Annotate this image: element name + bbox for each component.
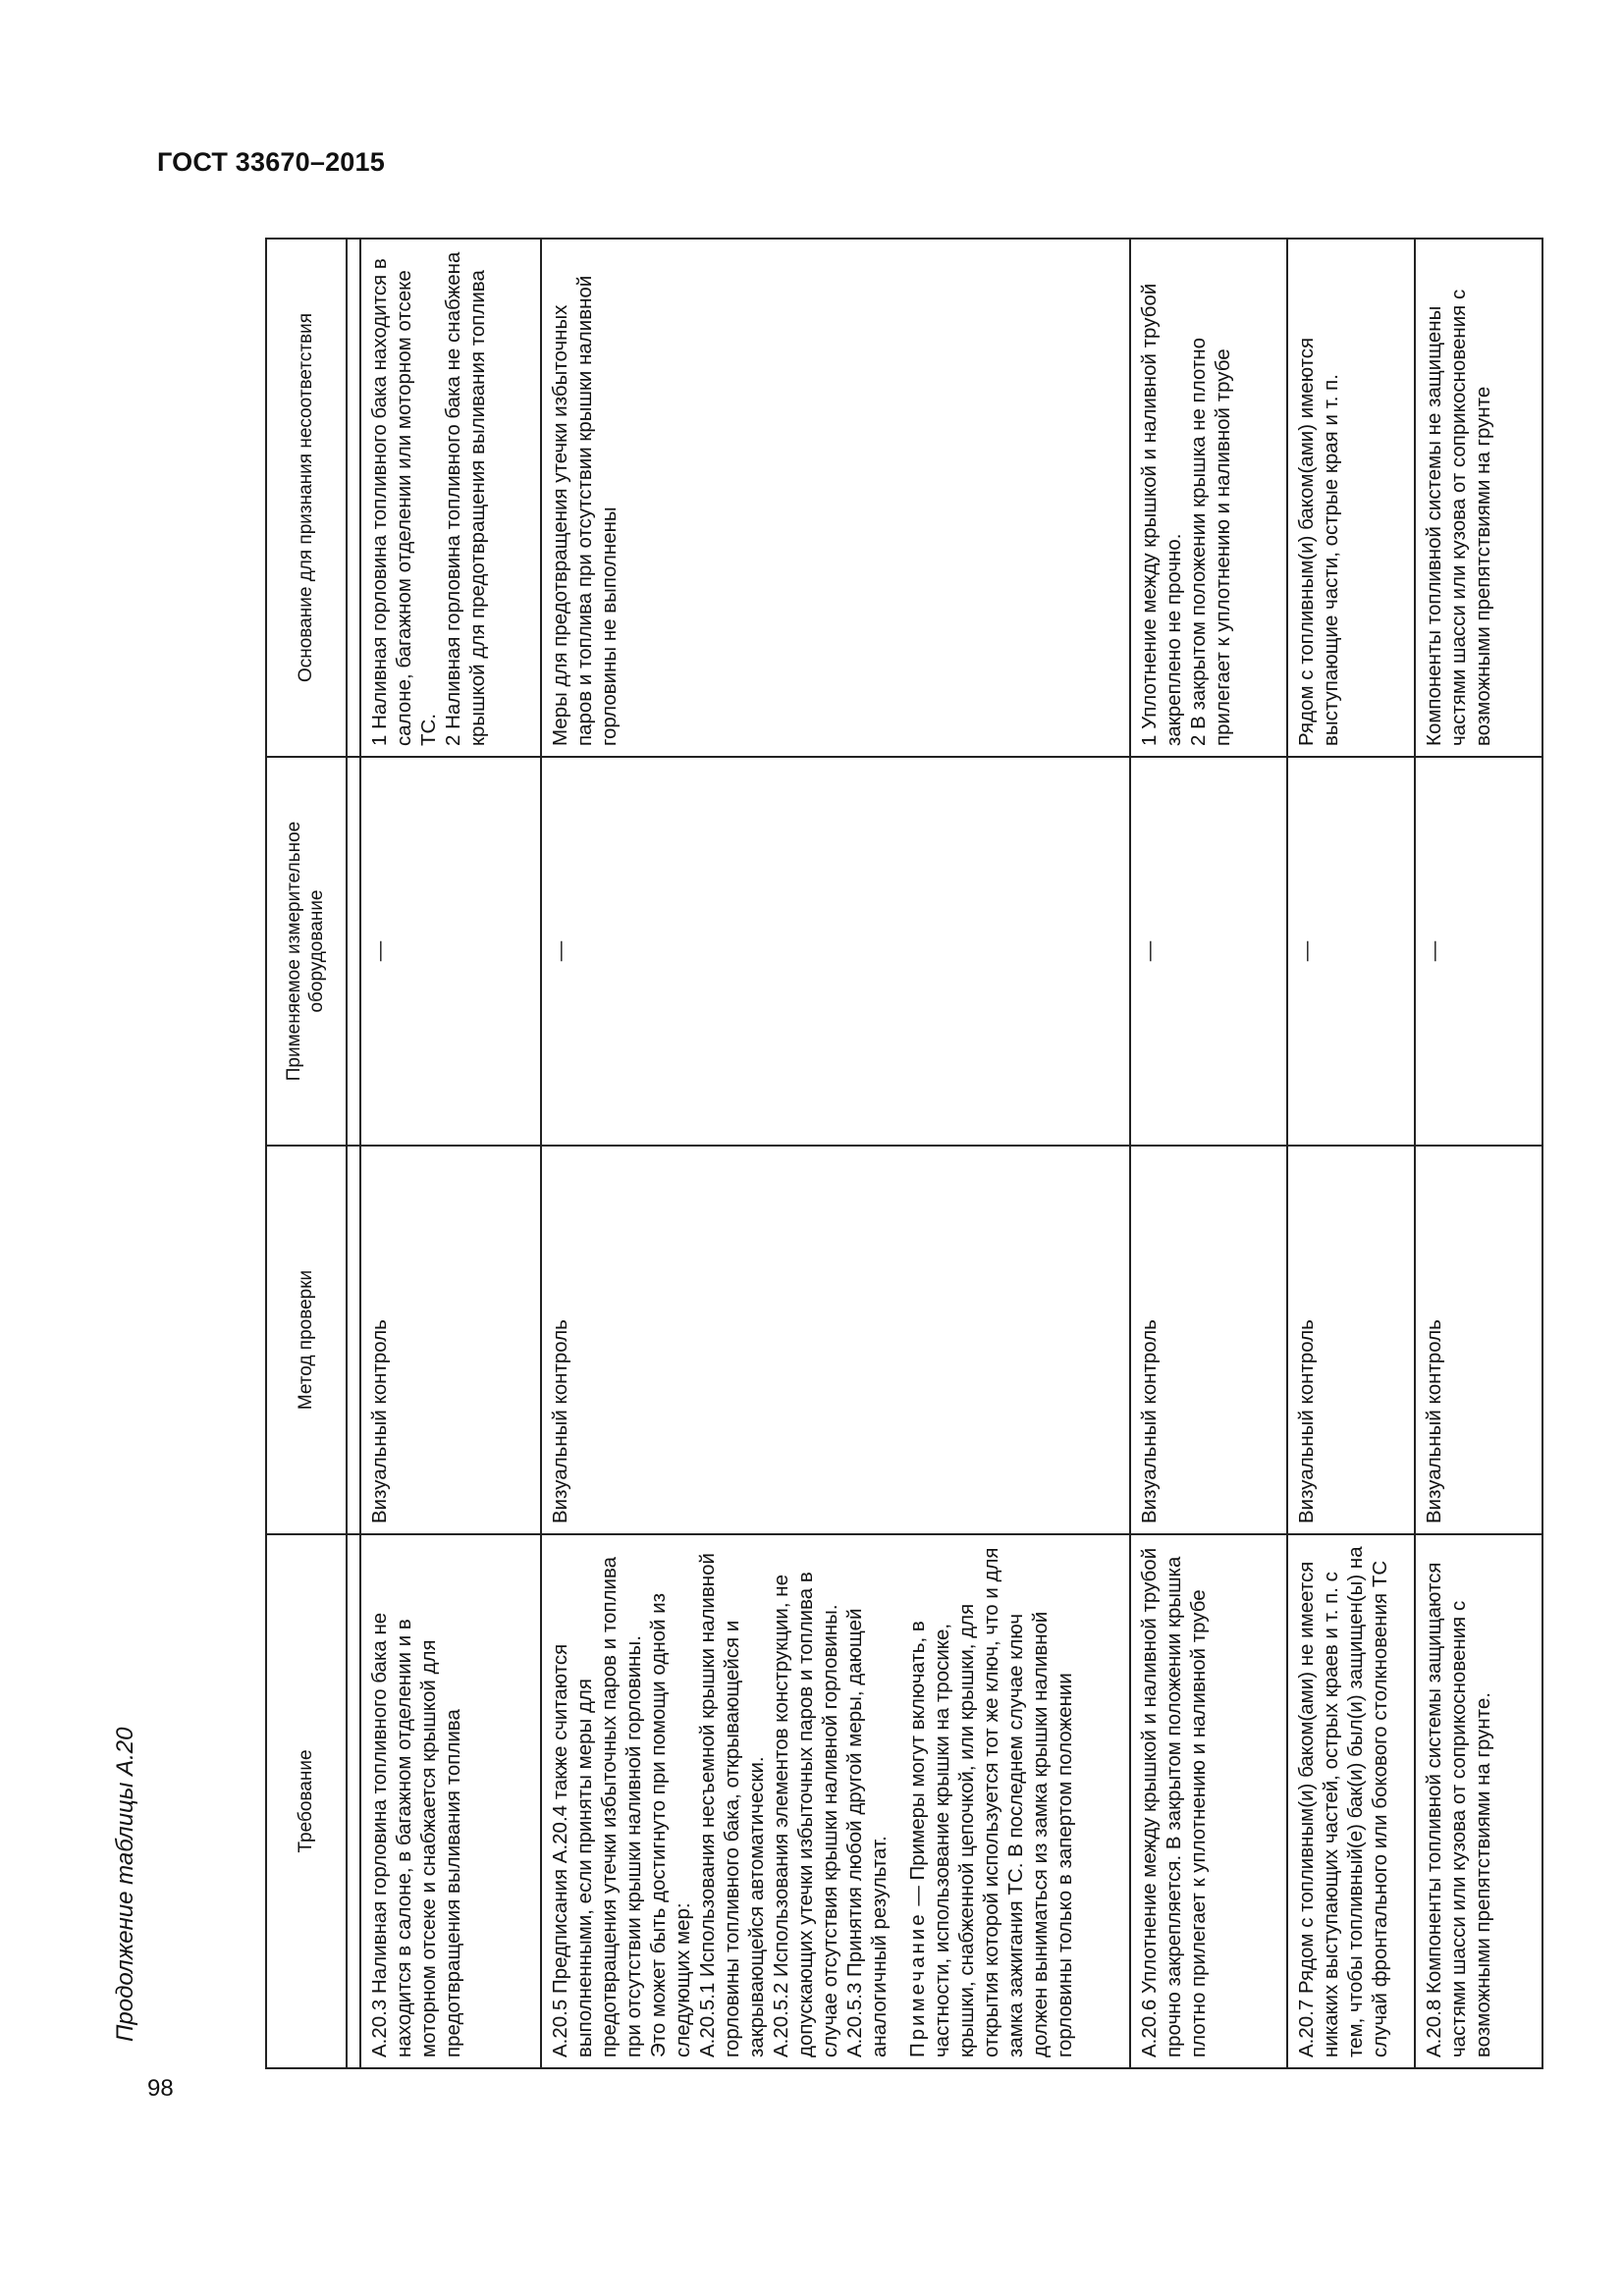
- equipment-cell: —: [1415, 757, 1542, 1146]
- requirement-cell: [1415, 1534, 1542, 2068]
- rotated-table-container: [265, 240, 1494, 2069]
- requirement-cell: [360, 1534, 541, 2068]
- basis-text: Компоненты топливной системы не защищены частями шасси или кузова от соприкосновения с возможными препятствиями на грунте: [1423, 289, 1494, 746]
- method-cell: Визуальный контроль: [1287, 1146, 1415, 1534]
- requirement-text: А.20.5.3 Принятия любой другой меры, дающей аналогичный результат.: [843, 1608, 891, 2057]
- basis-cell: [1130, 239, 1287, 757]
- requirement-text: А.20.3 Наливная горловина топливного бака не находится в салоне, в багажном отделении и в моторном отсеке и снабжается крышкой для предотвращения выливания топлива: [368, 1612, 464, 2057]
- equipment-cell: —: [1287, 757, 1415, 1146]
- note-text: — Примеры могут включать, в частности, использование крышки на тросике, крышки, снабженной цепочкой, или крышки, для открытия которой используется тот же ключ, что и для замка зажигания ТС. В последнем случае ключ должен выниматься из замка крышки наливной горловины только в запертом положении: [906, 1547, 1076, 2057]
- basis-text: 2 Наливная горловина топливного бака не снабжена крышкой для предотвращения выливания топлива: [442, 251, 489, 746]
- requirement-cell: [541, 1534, 1130, 2068]
- column-header-equipment: Применяемое измерительное оборудование: [266, 757, 347, 1146]
- column-header-basis: Основание для признания несоответствия: [266, 239, 347, 757]
- table-row: [1415, 239, 1542, 2068]
- column-header-method: Метод проверки: [266, 1146, 347, 1534]
- column-header-requirement: Требование: [266, 1534, 347, 2068]
- method-cell: Визуальный контроль: [1415, 1146, 1542, 1534]
- basis-text: Меры для предотвращения утечки избыточных паров и топлива при отсутствии крышки наливной горловины не выполнены: [549, 275, 621, 746]
- table-continuation-label: Продолжение таблицы А.20: [112, 1727, 138, 2042]
- requirement-text: А.20.6 Уплотнение между крышкой и наливной трубой прочно закрепляется. В закрытом положении крышка плотно прилегает к уплотнению и наливной трубе: [1138, 1547, 1210, 2057]
- basis-cell: [360, 239, 541, 757]
- basis-text: 2 В закрытом положении крышка не плотно прилегает к уплотнению и наливной трубе: [1187, 337, 1234, 746]
- basis-text: 1 Наливная горловина топливного бака находится в салоне, багажном отделении или моторном отсеке ТС.: [368, 258, 440, 746]
- requirements-table: [265, 238, 1543, 2069]
- method-cell: Визуальный контроль: [1130, 1146, 1287, 1534]
- requirement-text: А.20.8 Компоненты топливной системы защищаются частями шасси или кузова от соприкосновения с возможными препятствиями на грунте.: [1423, 1562, 1494, 2057]
- table-row: [1287, 239, 1415, 2068]
- table-row: [360, 239, 541, 2068]
- note-paragraph: [905, 1545, 1077, 2057]
- basis-text: 1 Уплотнение между крышкой и наливной трубой закреплено не прочно.: [1138, 283, 1185, 746]
- equipment-cell: —: [541, 757, 1130, 1146]
- basis-cell: [1287, 239, 1415, 757]
- equipment-cell: —: [360, 757, 541, 1146]
- requirement-text: А.20.5 Предписания А.20.4 также считаются выполненными, если приняты меры для предотвращения утечки избыточных паров и топлива при отсутствии крышки наливной горловины.: [549, 1556, 645, 2057]
- table-row: [541, 239, 1130, 2068]
- requirement-cell: [1130, 1534, 1287, 2068]
- document-header: ГОСТ 33670–2015: [157, 147, 385, 177]
- table-header-spacer: [347, 239, 360, 2068]
- requirement-text: А.20.7 Рядом с топливным(и) баком(ами) не имеется никаких выступающих частей, острых краев и т. п. с тем, чтобы топливный(е) бак(и) был(и) защищен(ы) на случай фронтального или бокового столкновения ТС: [1295, 1546, 1391, 2057]
- basis-cell: [541, 239, 1130, 757]
- equipment-cell: —: [1130, 757, 1287, 1146]
- method-cell: Визуальный контроль: [541, 1146, 1130, 1534]
- page-number: 98: [147, 2075, 174, 2102]
- requirement-cell: [1287, 1534, 1415, 2068]
- method-cell: Визуальный контроль: [360, 1146, 541, 1534]
- note-label: Примечание: [906, 1911, 929, 2057]
- table-header-row: [266, 239, 347, 2068]
- table-row: [1130, 239, 1287, 2068]
- requirement-text: Это может быть достигнуто при помощи одной из следующих мер:: [647, 1592, 694, 2057]
- basis-cell: [1415, 239, 1542, 757]
- requirement-text: А.20.5.1 Использования несъемной крышки наливной горловины топливного бака, открывающейся и закрывающейся автоматически.: [696, 1553, 768, 2057]
- basis-text: Рядом с топливным(и) баком(ами) имеются выступающие части, острые края и т. п.: [1295, 337, 1342, 746]
- requirement-text: А.20.5.2 Использования элементов конструкции, не допускающих утечки избыточных паров и топлива в случае отсутствия крышки наливной горловины.: [770, 1572, 841, 2057]
